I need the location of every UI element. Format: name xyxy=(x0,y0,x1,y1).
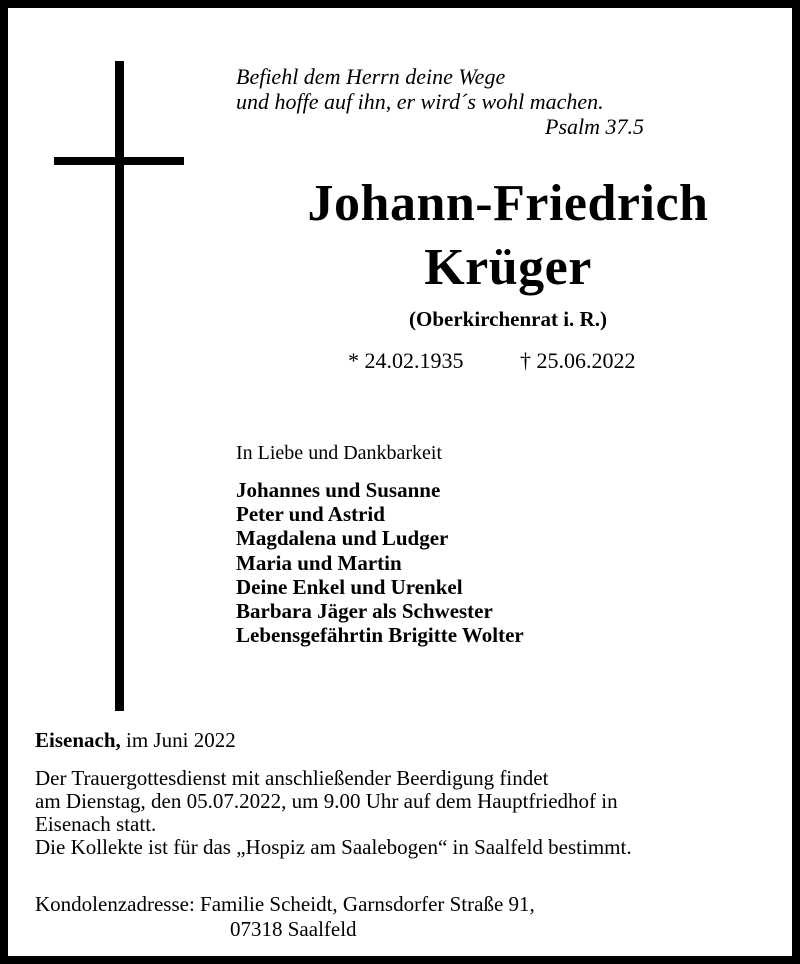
obituary-notice xyxy=(8,8,792,956)
mourners-list xyxy=(236,478,524,647)
psalm-quote xyxy=(236,64,604,114)
mourners-intro: In Liebe und Dankbarkeit xyxy=(236,442,443,464)
funeral-info xyxy=(35,767,632,859)
funeral-line-4: Die Kollekte ist für das „Hospiz am Saalebogen“ in Saalfeld bestimmt. xyxy=(35,835,632,859)
death-date: † 25.06.2022 xyxy=(520,348,636,373)
mourner-name: Johannes und Susanne xyxy=(236,478,441,502)
cross-icon-bar xyxy=(54,157,184,165)
birth-date: * 24.02.1935 xyxy=(348,348,464,373)
mourner-name: Maria und Martin xyxy=(236,550,402,575)
psalm-line-1: Befiehl dem Herrn deine Wege xyxy=(236,64,506,89)
mourner-name: Peter und Astrid xyxy=(236,502,385,527)
place-date xyxy=(35,727,236,753)
funeral-line-3: Eisenach statt. xyxy=(35,812,157,836)
mourner-name: Magdalena und Ludger xyxy=(236,526,449,551)
deceased-last-name: Krüger xyxy=(424,239,592,296)
funeral-line-2: am Dienstag, den 05.07.2022, um 9.00 Uhr auf dem Hauptfriedhof in xyxy=(35,789,618,813)
mourner-name: Barbara Jäger als Schwester xyxy=(236,599,493,624)
mourner-name: Deine Enkel und Urenkel xyxy=(236,574,463,599)
condolence-city: 07318 Saalfeld xyxy=(230,917,357,941)
deceased-first-name: Johann-Friedrich xyxy=(307,175,709,232)
mourner-name: Lebensgefährtin Brigitte Wolter xyxy=(236,623,524,648)
place-city: Eisenach, xyxy=(35,728,121,752)
funeral-line-1: Der Trauergottesdienst mit anschließender Beerdigung findet xyxy=(35,766,549,790)
psalm-reference: Psalm 37.5 xyxy=(545,114,644,139)
psalm-line-2: und hoffe auf ihn, er wird´s wohl machen. xyxy=(236,89,604,114)
condolence-address: Kondolenzadresse: Familie Scheidt, Garnsdorfer Straße 91, xyxy=(35,892,535,916)
place-month: im Juni 2022 xyxy=(120,728,236,752)
deceased-title: (Oberkirchenrat i. R.) xyxy=(409,307,607,331)
